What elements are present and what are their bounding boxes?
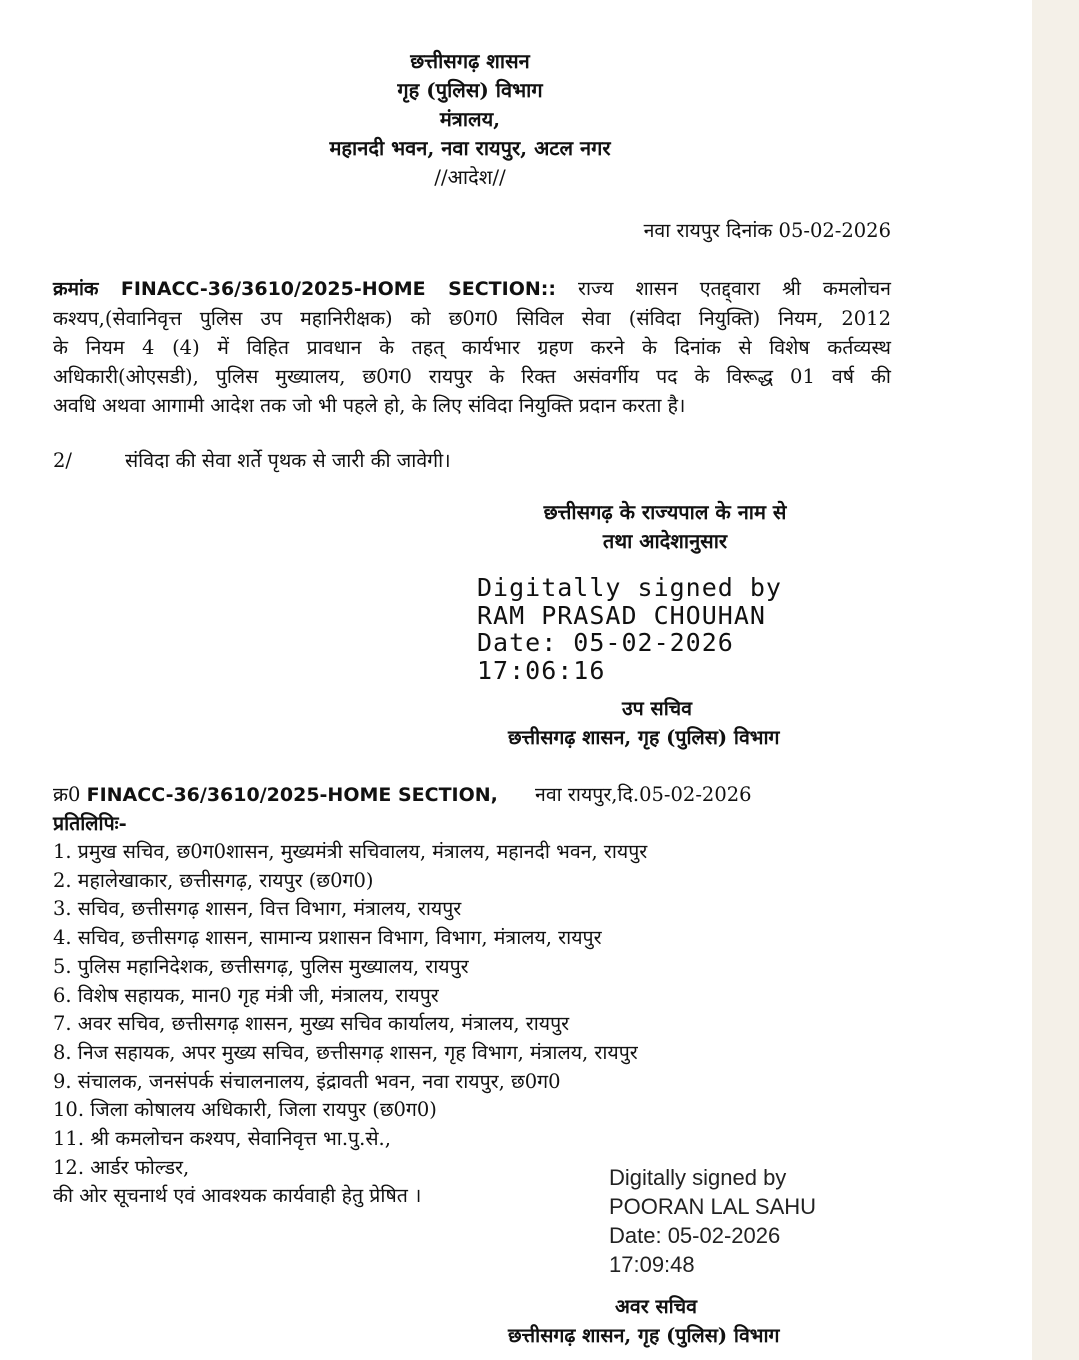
- order-date: नवा रायपुर दिनांक 05-02-2026: [643, 219, 891, 242]
- list-item: 2. महालेखाकार, छत्तीसगढ़, रायपुर (छ0ग0): [53, 868, 374, 892]
- list-item: 7. अवर सचिव, छत्तीसगढ़ शासन, मुख्य सचिव कार्यालय, मंत्रालय, रायपुर: [53, 1012, 570, 1036]
- list-item: 4. सचिव, छत्तीसगढ़ शासन, सामान्य प्रशासन विभाग, विभाग, मंत्रालय, रायपुर: [53, 926, 602, 950]
- list-item: 8. निज सहायक, अपर मुख्य सचिव, छत्तीसगढ़ शासन, गृह विभाग, मंत्रालय, रायपुर: [53, 1040, 638, 1064]
- list-item: 3. सचिव, छत्तीसगढ़ शासन, वित्त विभाग, मंत्रालय, रायपुर: [53, 897, 462, 921]
- authority-line-2: तथा आदेशानुसार: [602, 529, 728, 553]
- copy-ref-code: FINACC-36/3610/2025-HOME SECTION,: [86, 784, 498, 806]
- signatory-1-department: छत्तीसगढ़ शासन, गृह (पुलिस) विभाग: [508, 726, 780, 749]
- header-government: छत्तीसगढ़ शासन: [410, 49, 530, 73]
- signature-1-name: RAM PRASAD CHOUHAN: [477, 600, 766, 630]
- list-item: 5. पुलिस महानिदेशक, छत्तीसगढ़, पुलिस मुख्यालय, रायपुर: [53, 954, 469, 978]
- header-address: महानदी भवन, नवा रायपुर, अटल नगर: [329, 136, 611, 160]
- order-text-line: कश्यप,(सेवानिवृत्त पुलिस उप महानिरीक्षक) को छ0ग0 सिविल सेवा (संविदा नियुक्ति) नियम, 2012: [53, 307, 891, 330]
- signature-1-time: 17:06:16: [477, 655, 606, 685]
- list-item: 10. जिला कोषालय अधिकारी, जिला रायपुर (छ0ग0): [53, 1098, 437, 1122]
- order-text-line: के नियम 4 (4) में विहित प्रावधान के तहत् कार्यभार ग्रहण करने के दिनांक से विशेष कर्तव्यस्थ: [53, 336, 891, 359]
- signature-2-date: Date: 05-02-2026: [609, 1223, 781, 1248]
- list-item: 9. संचालक, जनसंपर्क संचालनालय, इंद्रावती भवन, नवा रायपुर, छ0ग0: [53, 1069, 561, 1093]
- order-text-line: अवधि अथवा आगामी आदेश तक जो भी पहले हो, के लिए संविदा नियुक्ति प्रदान करता है।: [53, 394, 686, 417]
- signatory-2-designation: अवर सचिव: [615, 1295, 697, 1318]
- authority-block: [480, 498, 850, 556]
- header-order-title: //आदेश//: [434, 165, 506, 189]
- digital-signature-1: [477, 574, 782, 684]
- list-item: 1. प्रमुख सचिव, छ0ग0शासन, मुख्यमंत्री सचिवालय, मंत्रालय, महानदी भवन, रायपुर: [53, 840, 648, 863]
- list-item: 12. आर्डर फोल्डर,: [53, 1155, 190, 1179]
- order-text-line: अधिकारी(ओएसडी), पुलिस मुख्यालय, छ0ग0 रायपुर के रिक्त असंवर्गीय पद के विरूद्ध 01 वर्ष की: [53, 365, 891, 388]
- authority-line-1: छत्तीसगढ़ के राज्यपाल के नाम से: [543, 500, 787, 524]
- list-item: 6. विशेष सहायक, मान0 गृह मंत्री जी, मंत्रालय, रायपुर: [53, 983, 439, 1007]
- order-text-line: राज्य शासन एतद्द्वारा श्री कमलोचन: [555, 277, 891, 300]
- copy-ref-prefix: क्र0: [53, 783, 87, 806]
- signatory-2-department: छत्तीसगढ़ शासन, गृह (पुलिस) विभाग: [508, 1324, 780, 1347]
- signature-2-label: Digitally signed by: [609, 1165, 787, 1190]
- order-paragraph: [53, 274, 891, 420]
- digital-signature-2: [609, 1163, 816, 1279]
- order-reference: क्रमांक FINACC-36/3610/2025-HOME SECTION::: [53, 278, 556, 300]
- para-2-text: संविदा की सेवा शर्ते पृथक से जारी की जावेगी।: [125, 449, 451, 472]
- copy-footer: की ओर सूचनार्थ एवं आवश्यक कार्यवाही हेतु प्रेषित ।: [53, 1184, 422, 1208]
- header-department: गृह (पुलिस) विभाग: [397, 78, 543, 102]
- signature-1-label: Digitally signed by: [477, 573, 782, 602]
- copy-list: [53, 838, 647, 1211]
- header-ministry: मंत्रालय,: [439, 107, 501, 131]
- list-item: 11. श्री कमलोचन कश्यप, सेवानिवृत्त भा.पु.से.,: [53, 1127, 391, 1151]
- signature-2-time: 17:09:48: [609, 1252, 695, 1277]
- signatory-1-designation: उप सचिव: [622, 697, 693, 720]
- copy-ref-date: नवा रायपुर,दि.05-02-2026: [535, 783, 752, 806]
- copy-heading: प्रतिलिपिः-: [53, 812, 127, 835]
- header-block: [270, 47, 670, 192]
- signature-1-date: Date: 05-02-2026: [477, 628, 734, 657]
- copy-reference-line: [53, 780, 498, 810]
- page-margin-strip: [1032, 0, 1079, 1360]
- signature-2-name: POORAN LAL SAHU: [609, 1194, 817, 1219]
- para-2-number: 2/: [53, 449, 72, 472]
